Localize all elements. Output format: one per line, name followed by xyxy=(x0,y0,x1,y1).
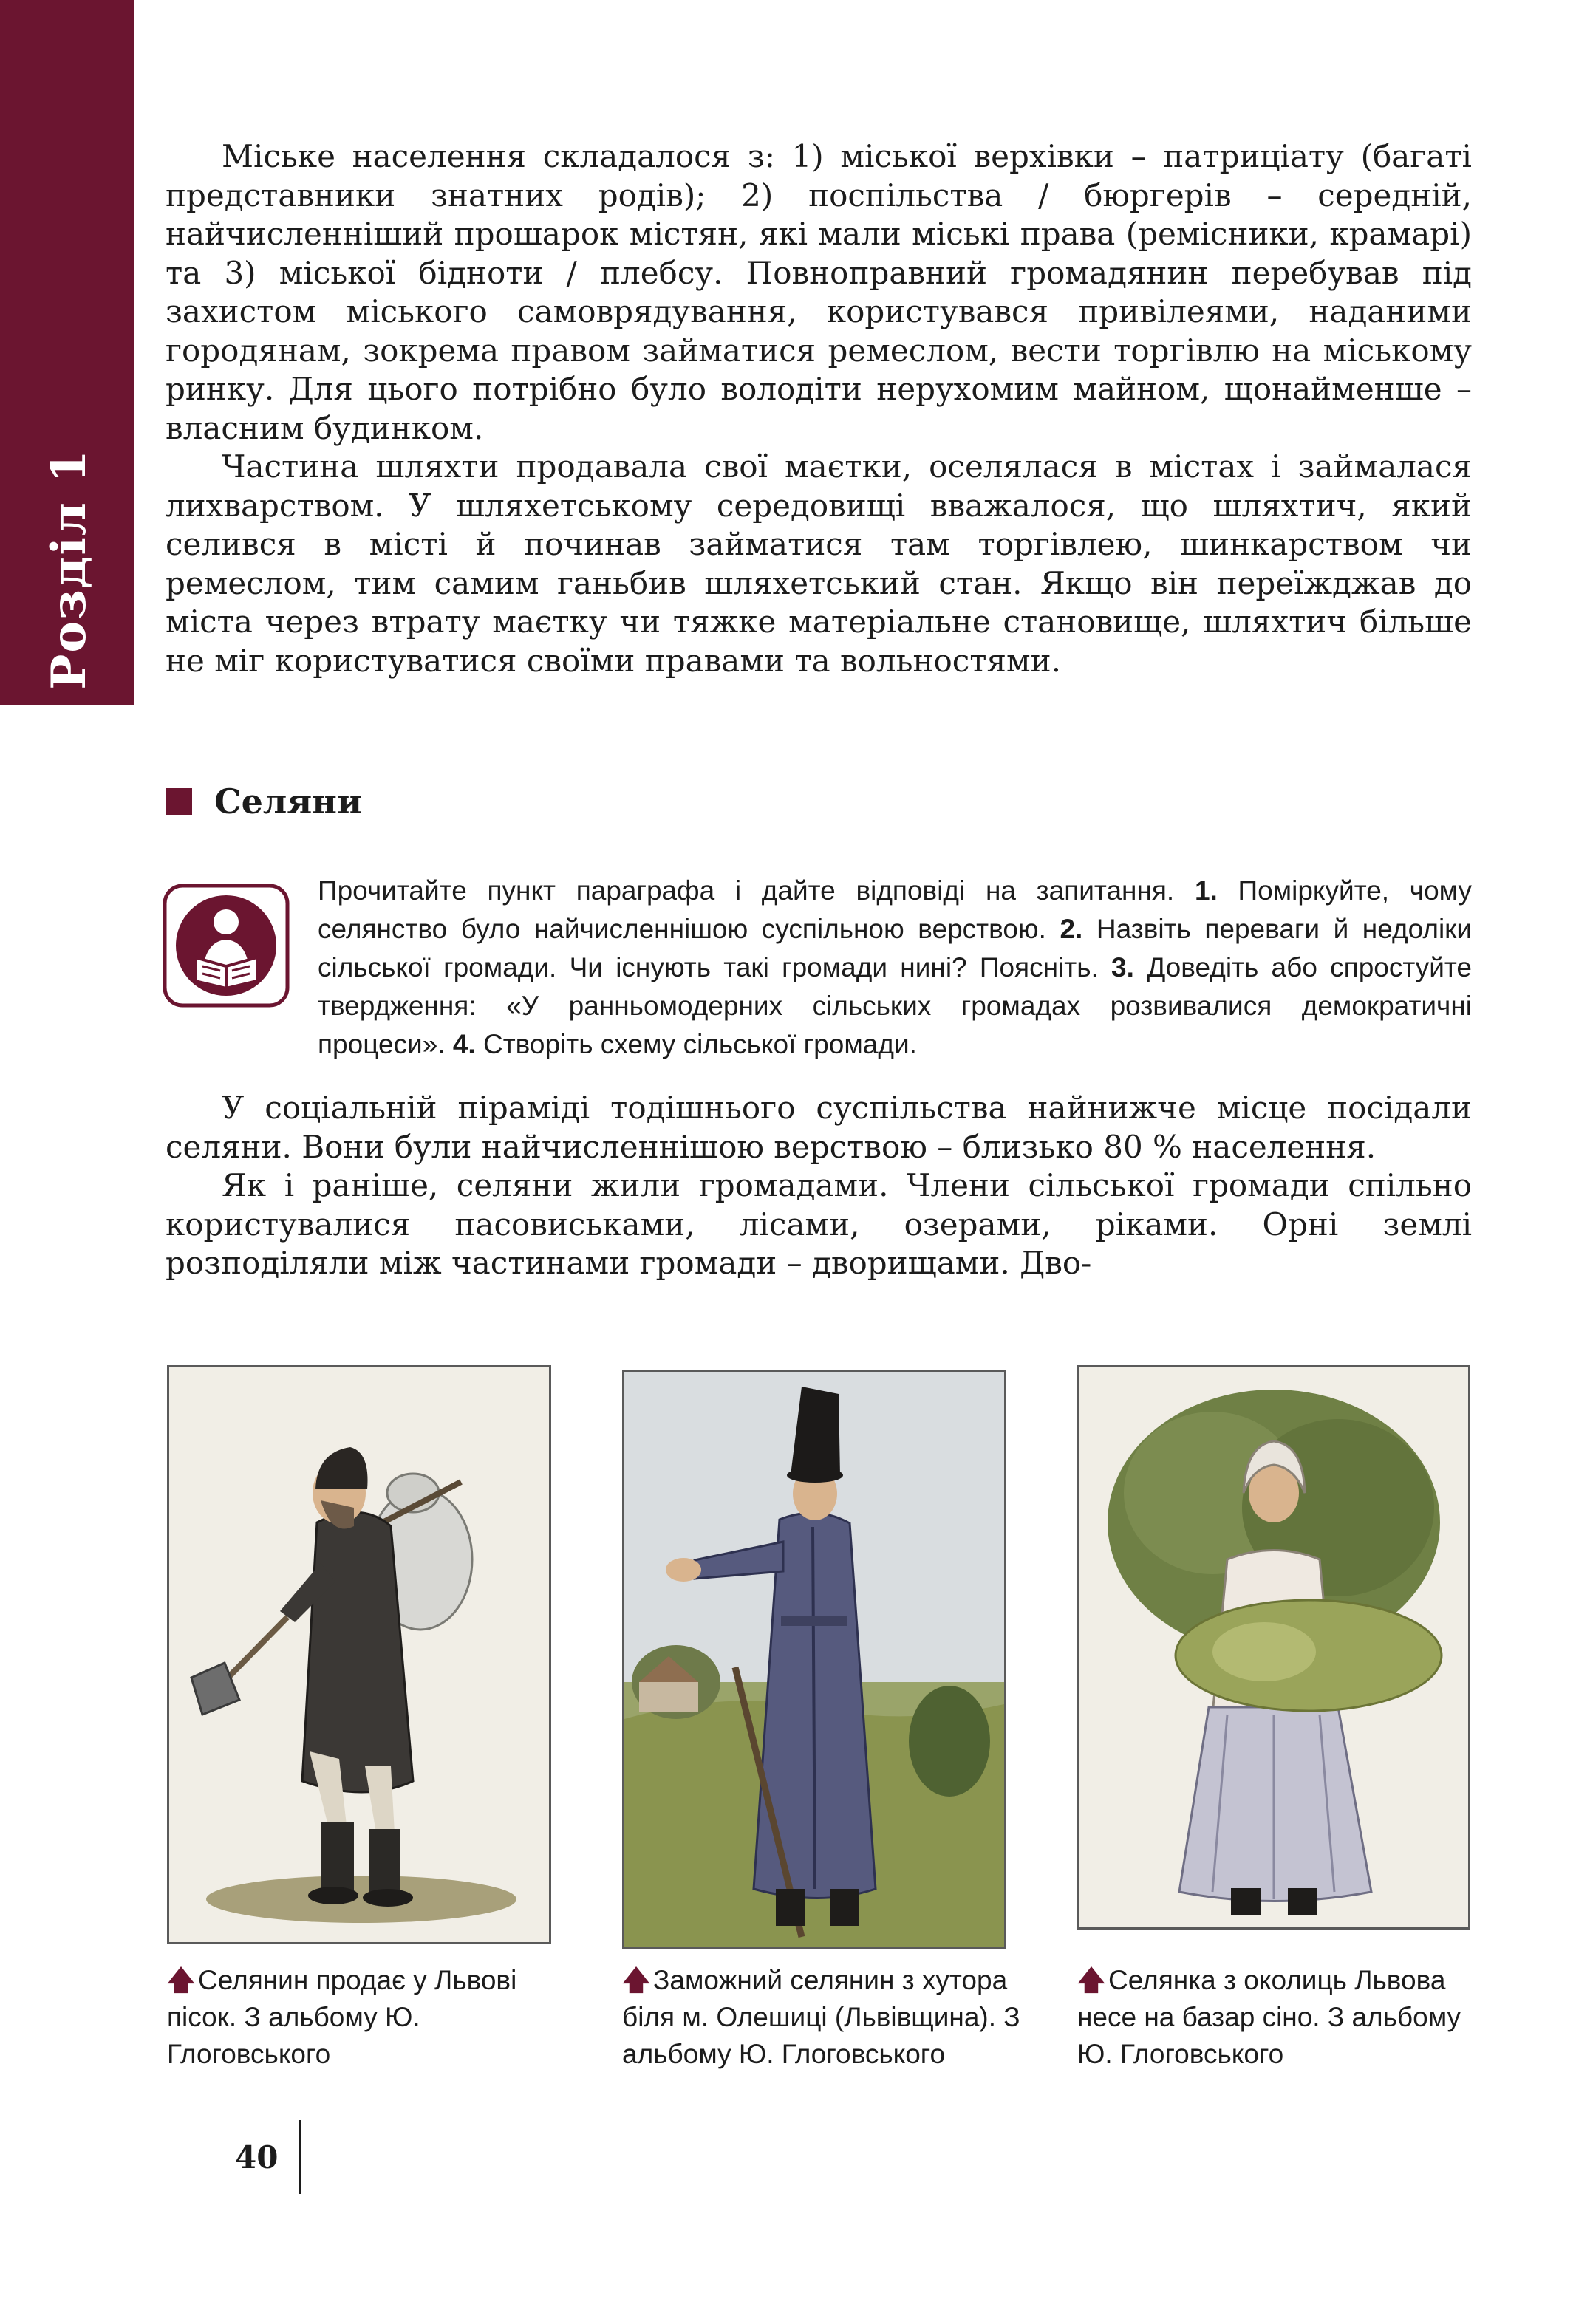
figure-wealthy-peasant xyxy=(622,1370,1006,1949)
task-lead: Прочитайте пункт параграфа і дайте відповіді на запитання. xyxy=(318,875,1175,906)
task-question: Створіть схему сільської громади. xyxy=(483,1029,917,1059)
peasant-woman-with-hay-illustration xyxy=(1079,1367,1468,1927)
figure-caption xyxy=(167,1962,581,2073)
intro-paragraph: Частина шляхти продавала свої маєтки, оселялася в містах і займалася лихварством. У шляхетському середовищі вважалося, що шляхтич, який селився в місті й починав займатися там торгівлею, шинкарством чи ремеслом, тим самим ганьбив шляхетський стан. Якщо він переїжджав до міста через втрату маєтку чи тяжке матеріальне становище, шляхтич більше не міг користуватися своїми правами та вольностями. xyxy=(166,448,1472,679)
task-question: Назвіть переваги й недоліки сільської громади. Чи існують такі громади нині? Поясніть. xyxy=(318,914,1473,982)
caption-text: Селянин продає у Львові пісок. З альбому Ю. Глоговського xyxy=(167,1965,517,2069)
peasant-with-shovel-illustration xyxy=(169,1367,549,1942)
wealthy-peasant-illustration xyxy=(624,1372,1004,1947)
main-text xyxy=(166,1089,1472,1283)
caption-arrow-icon: 🡅 xyxy=(1077,1965,1106,1995)
caption-text: Селянка з околиць Львова несе на базар сіно. З альбому Ю. Глоговського xyxy=(1077,1965,1461,2069)
task-question: Поміркуйте, чому селянство було найчисленнішою суспільною верствою. xyxy=(318,875,1473,944)
intro-paragraph: Міське населення складалося з: 1) міської верхівки – патриціату (багаті представники знатних родів); 2) поспільства / бюргерів – середній, найчисленніший прошарок містян, які мали міські права (ремісники, крамарі) та 3) міської бідноти / плебсу. Повноправний громадянин перебував під захистом міського самоврядування, користувався привілеями, наданими городянам, зокрема правом займатися ремеслом, вести торгівлю на міському ринку. Для цього потрібно було володіти нерухомим майном, щонайменше – власним будинком. xyxy=(166,138,1472,446)
figure-peasant-woman-with-hay xyxy=(1077,1365,1470,1930)
task-question: Доведіть або спростуйте твердження: «У ранньомодерних сільських громадах розвивалися демократичні процеси». xyxy=(318,952,1473,1059)
section-heading-title: Селяни xyxy=(214,782,363,821)
section-tab-label: Розділ 1 xyxy=(41,448,97,690)
figure-peasant-with-shovel xyxy=(167,1365,551,1944)
caption-text: Заможний селянин з хутора біля м. Олешиці (Львівщина). З альбому Ю. Глоговського xyxy=(622,1965,1020,2069)
figure-caption xyxy=(622,1962,1021,2073)
intro-text xyxy=(166,137,1472,680)
task-block xyxy=(166,872,1472,1064)
task-number: 4. xyxy=(452,1029,476,1059)
task-number: 3. xyxy=(1111,952,1134,982)
page-number-rule xyxy=(299,2120,301,2194)
section-tab-label-wrap xyxy=(6,414,132,724)
caption-arrow-icon: 🡅 xyxy=(622,1965,651,1995)
section-heading xyxy=(166,782,362,821)
caption-arrow-icon: 🡅 xyxy=(167,1965,196,1995)
task-number: 1. xyxy=(1194,875,1218,906)
figure-caption xyxy=(1077,1962,1476,2073)
main-paragraph: У соціальній піраміді тодішнього суспільства найнижче місце посідали селяни. Вони були найчисленнішою верствою – близько 80 % населення. xyxy=(166,1090,1472,1165)
page-number: 40 xyxy=(235,2139,279,2176)
task-number: 2. xyxy=(1060,914,1083,944)
heading-square-icon xyxy=(166,788,192,815)
main-paragraph: Як і раніше, селяни жили громадами. Члени сільської громади спільно користувалися пасовиськами, лісами, озерами, ріками. Орні землі розподіляли між частинами громади – дворищами. Дво- xyxy=(166,1167,1472,1281)
